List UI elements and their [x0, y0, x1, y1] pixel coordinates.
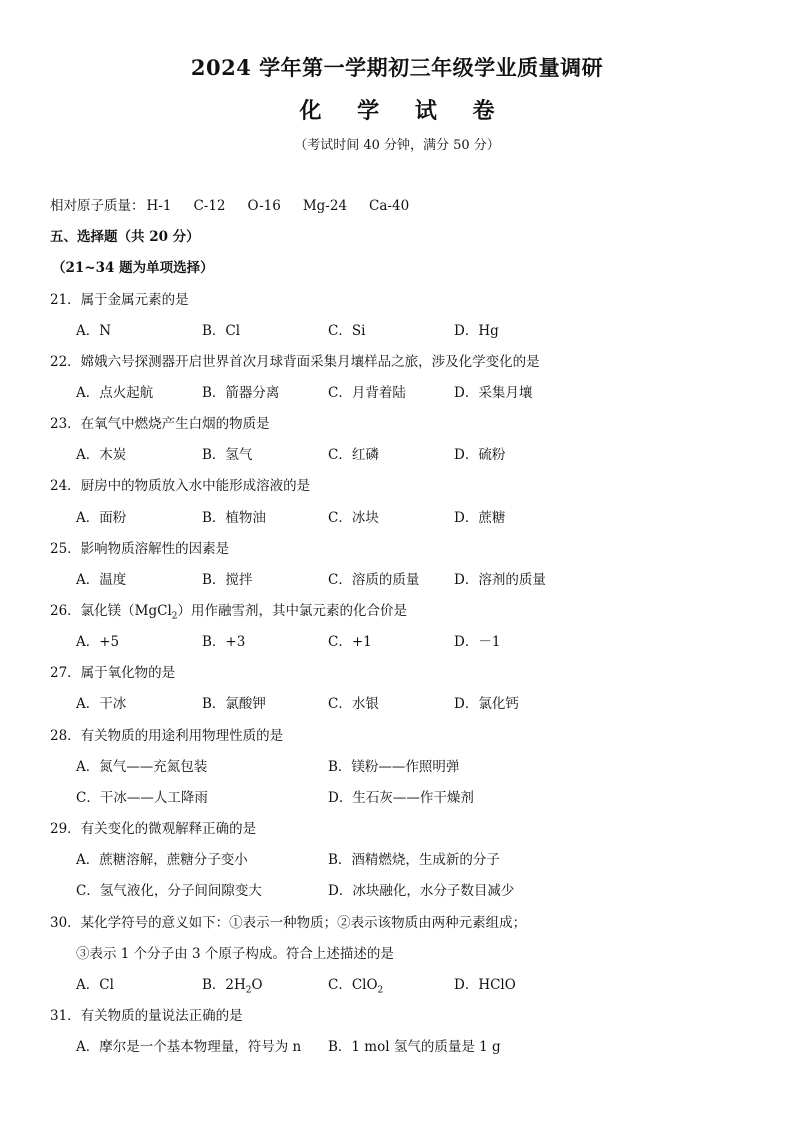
question-stem: 22．嫦娥六号探测器开启世界首次月球背面采集月壤样品之旅，涉及化学变化的是 — [50, 354, 540, 370]
question-stem: 29．有关变化的微观解释正确的是 — [50, 821, 257, 837]
option-b: B．氢气 — [202, 447, 253, 463]
subject-title: 化 学 试 卷 — [299, 98, 509, 124]
option-c: C．Si — [328, 323, 366, 339]
question-stem: 28．有关物质的用途利用物理性质的是 — [50, 728, 284, 744]
atomic-mass-item: O-16 — [247, 198, 281, 214]
option-c — [328, 973, 383, 996]
atomic-mass-label: 相对原子质量： — [50, 198, 145, 214]
option-c: C．冰块 — [328, 510, 379, 526]
option-c: C．氢气液化，分子间间隙变大 — [76, 883, 262, 899]
question-stem: 21．属于金属元素的是 — [50, 292, 189, 308]
question-stem-continued: ③表示 1 个分子由 3 个原子构成。符合上述描述的是 — [76, 946, 394, 962]
option-a: A．氮气——充氮包装 — [76, 759, 208, 775]
option-b — [202, 973, 263, 996]
option-a: A．Cl — [76, 977, 114, 993]
exam-note: （考试时间 40 分钟，满分 50 分） — [294, 138, 500, 153]
atomic-mass-item: C-12 — [193, 198, 226, 214]
option-d: D．－1 — [454, 634, 501, 650]
option-b: B．Cl — [202, 323, 241, 339]
option-a: A．干冰 — [76, 696, 127, 712]
subscript: 2 — [245, 985, 252, 996]
exam-title: 2024 学年第一学期初三年级学业质量调研 — [190, 55, 604, 80]
option-b: B．+3 — [202, 634, 246, 650]
option-b: B．箭器分离 — [202, 385, 280, 401]
option-b: B．搅拌 — [202, 572, 253, 588]
option-a: A．点火起航 — [76, 385, 154, 401]
option-d: D．生石灰——作干燥剂 — [328, 790, 474, 806]
option-d: D．蔗糖 — [454, 510, 506, 526]
option-d: D．硫粉 — [454, 447, 506, 463]
atomic-mass-item: H-1 — [146, 198, 172, 214]
option-b: B．氯酸钾 — [202, 696, 266, 712]
option-b-part: O — [251, 977, 263, 993]
option-a: A．木炭 — [76, 447, 127, 463]
question-stem — [50, 599, 407, 622]
option-c: C．水银 — [328, 696, 379, 712]
option-a: A．蔗糖溶解，蔗糖分子变小 — [76, 852, 248, 868]
option-a: A．+5 — [76, 634, 120, 650]
option-b: B．植物油 — [202, 510, 266, 526]
question-stem-part: ）用作融雪剂，其中氯元素的化合价是 — [177, 603, 408, 619]
atomic-mass-item: Mg-24 — [302, 198, 348, 214]
option-d: D．采集月壤 — [454, 385, 533, 401]
option-b: B．酒精燃烧，生成新的分子 — [328, 852, 500, 868]
option-c: C．干冰——人工降雨 — [76, 790, 208, 806]
subscript: 2 — [377, 985, 384, 996]
question-stem: 31．有关物质的量说法正确的是 — [50, 1008, 243, 1024]
question-stem-part: 26．氯化镁（MgCl — [50, 603, 172, 619]
section-title: 五、选择题（共 20 分） — [50, 229, 200, 245]
question-stem: 27．属于氧化物的是 — [50, 665, 176, 681]
option-c: C．+1 — [328, 634, 372, 650]
option-a: A．N — [76, 323, 112, 339]
option-c-part: C．ClO — [328, 977, 378, 993]
option-b-part: B．2H — [202, 977, 246, 993]
option-d: D．冰块融化，水分子数目减少 — [328, 883, 515, 899]
option-a: A．温度 — [76, 572, 127, 588]
option-d: D．氯化钙 — [454, 696, 519, 712]
option-d: D．HClO — [454, 977, 516, 993]
question-stem: 25．影响物质溶解性的因素是 — [50, 541, 230, 557]
option-c: C．溶质的质量 — [328, 572, 420, 588]
option-a: A．摩尔是一个基本物理量，符号为 n — [76, 1039, 302, 1055]
option-a: A．面粉 — [76, 510, 127, 526]
option-c: C．红磷 — [328, 447, 379, 463]
atomic-mass-line — [50, 194, 409, 214]
atomic-mass-item: Ca-40 — [369, 198, 410, 214]
question-stem: 24．厨房中的物质放入水中能形成溶液的是 — [50, 478, 311, 494]
question-stem: 23．在氧气中燃烧产生白烟的物质是 — [50, 416, 270, 432]
question-stem: 30．某化学符号的意义如下：①表示一种物质；②表示该物质由两种元素组成； — [50, 915, 527, 931]
option-d: D．溶剂的质量 — [454, 572, 546, 588]
option-b: B．1 mol 氢气的质量是 1 g — [328, 1039, 501, 1055]
subscript: 2 — [171, 611, 178, 622]
option-c: C．月背着陆 — [328, 385, 406, 401]
section-subtitle: （21~34 题为单项选择） — [52, 260, 214, 276]
option-b: B．镁粉——作照明弹 — [328, 759, 460, 775]
option-d: D．Hg — [454, 323, 499, 339]
